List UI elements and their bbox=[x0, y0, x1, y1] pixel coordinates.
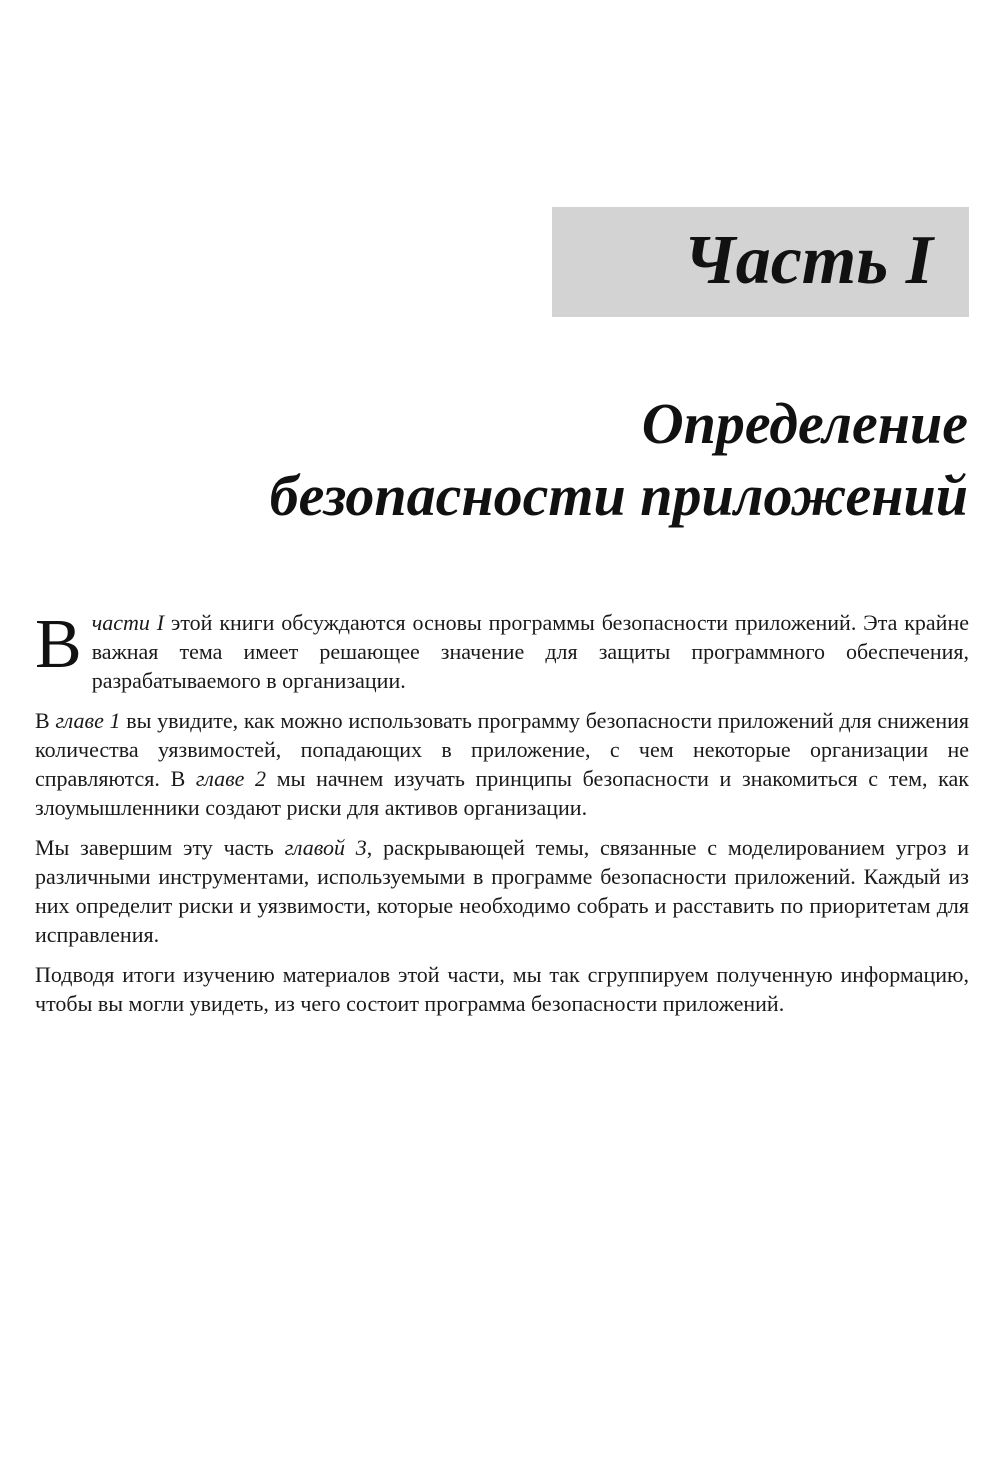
drop-cap: В bbox=[35, 606, 82, 683]
paragraph-text: этой книги обсуждаются основы программы безопасности приложений. Эта крайне важная тема имеет решающее значение для защиты программного обеспечения, разрабатываемого в организации. bbox=[91, 610, 969, 693]
reference-chapter-1: главе 1 bbox=[55, 708, 121, 733]
body-text bbox=[35, 608, 969, 1029]
part-title-line-2: безопасности приложений bbox=[269, 463, 968, 528]
paragraph-4 bbox=[35, 960, 969, 1018]
part-title bbox=[168, 388, 968, 532]
reference-chapter-2: главе 2 bbox=[195, 766, 267, 791]
part-title-line-1: Определение bbox=[641, 391, 968, 456]
paragraph-2 bbox=[35, 706, 969, 822]
part-label-box bbox=[552, 207, 969, 317]
paragraph-text: Подводя итоги изучению материалов этой части, мы так сгруппируем полученную информацию, чтобы вы могли увидеть, из чего состоит программа безопасности приложений. bbox=[35, 962, 969, 1016]
part-label: Часть I bbox=[683, 222, 933, 299]
paragraph-3 bbox=[35, 833, 969, 949]
paragraph-text: вы увидите, как можно использовать программу безопасности приложений для снижения количества уязвимостей, попадающих в приложение, с чем некоторые организации не справляются. В bbox=[35, 708, 969, 791]
paragraph-1 bbox=[35, 608, 969, 695]
reference-chapter-3: главой 3 bbox=[284, 835, 367, 860]
paragraph-text: , раскрывающей темы, связанные с моделированием угроз и различными инструментами, используемыми в программе безопасности приложений. Каждый из них определит риски и уязвимости, которые необходимо собрать и расставить по приоритетам для исправления. bbox=[35, 835, 969, 947]
reference-part: части I bbox=[91, 610, 165, 635]
paragraph-text: мы начнем изучать принципы безопасности и знакомиться с тем, как злоумышленники создают риски для активов организации. bbox=[35, 766, 969, 820]
paragraph-text: Мы завершим эту часть bbox=[35, 835, 285, 860]
paragraph-text: В bbox=[35, 708, 56, 733]
